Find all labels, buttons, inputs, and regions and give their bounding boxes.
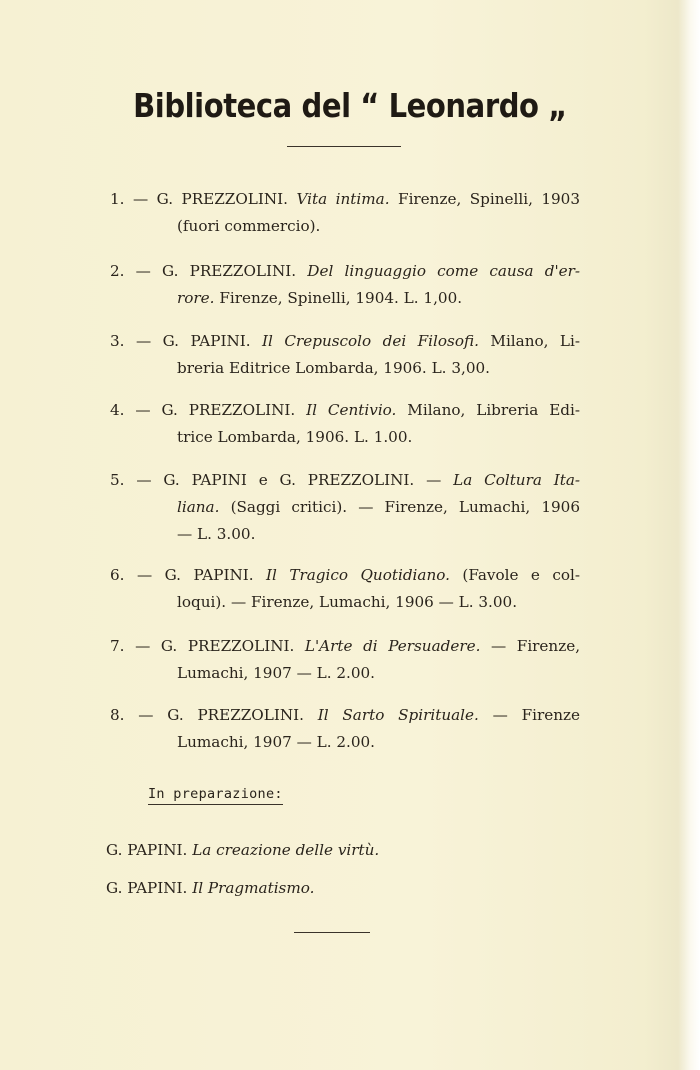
closing-divider: [294, 932, 370, 933]
catalog-entry-4: [110, 397, 580, 451]
catalog-entry-3: [110, 328, 580, 382]
catalog-entry-1: [110, 186, 580, 240]
entry-title: Il Crepuscolo dei Filosofi.: [262, 332, 479, 350]
entry-author: G. PAPINI.: [164, 566, 254, 584]
entry-publication: Firenze, Spinelli, 1903: [398, 190, 581, 208]
entry-line: [110, 258, 580, 285]
entry-title: Vita intima.: [296, 190, 390, 208]
entry-line: [110, 562, 580, 589]
entry-publication: (Favole e col-: [462, 566, 580, 584]
entry-title: Il Centivio.: [306, 401, 397, 419]
entry-author: G. PREZZOLINI.: [156, 190, 289, 208]
forthcoming-title: Il Pragmatismo.: [192, 879, 315, 897]
entry-publication: — Firenze: [492, 706, 580, 724]
entry-author: G. PREZZOLINI.: [162, 262, 297, 280]
page-title: Biblioteca del “ Leonardo „: [133, 86, 567, 125]
entry-author: G. PREZZOLINI.: [160, 637, 295, 655]
catalog-entry-5: [110, 467, 580, 548]
entry-line: [110, 467, 580, 494]
entry-line: [110, 702, 580, 729]
catalog-entry-6: [110, 562, 580, 616]
entry-publication-cont: trice Lombarda, 1906. L. 1.00.: [177, 428, 413, 446]
entry-publication: Milano, Libreria Edi-: [407, 401, 581, 419]
entry-title: Del linguaggio come causa d'er-: [307, 262, 581, 280]
catalog-entry-7: [110, 633, 580, 687]
entry-title: Il Tragico Quotidiano.: [266, 566, 450, 584]
entry-price: — L. 3.00.: [177, 525, 256, 543]
entry-number: 7. —: [110, 637, 151, 655]
entry-author: G. PAPINI.: [162, 332, 251, 350]
entry-publication-cont: Lumachi, 1907 — L. 2.00.: [177, 664, 376, 682]
forthcoming-title: La creazione delle virtù.: [192, 841, 380, 859]
entry-line: [110, 186, 580, 213]
forthcoming-item-1: [106, 838, 379, 862]
entry-publication-cont: Lumachi, 1907 — L. 2.00.: [177, 733, 376, 751]
forthcoming-author: G. PAPINI.: [106, 841, 188, 859]
page-edge: [678, 0, 700, 1070]
entry-publication-cont: (fuori commercio).: [177, 217, 321, 235]
entry-number: 1. —: [110, 190, 149, 208]
entry-number: 4. —: [110, 401, 151, 419]
entry-publication-cont: loqui). — Firenze, Lumachi, 1906 — L. 3.00.: [177, 593, 518, 611]
entry-author: G. PREZZOLINI.: [161, 401, 296, 419]
entry-author: G. PREZZOLINI.: [167, 706, 304, 724]
entry-line: [110, 633, 580, 660]
entry-number: 5. —: [110, 471, 152, 489]
entry-title-cont: rore.: [177, 289, 215, 307]
entry-publication-cont: breria Editrice Lombarda, 1906. L. 3,00.: [177, 359, 490, 377]
entry-title-cont: liana.: [177, 498, 220, 516]
entry-publication: — Firenze,: [491, 637, 581, 655]
catalog-entry-8: [110, 702, 580, 756]
title-divider: [287, 146, 401, 147]
entry-line: [110, 328, 580, 355]
entry-title: Il Sarto Spirituale.: [317, 706, 479, 724]
entry-number: 2. —: [110, 262, 151, 280]
forthcoming-author: G. PAPINI.: [106, 879, 188, 897]
forthcoming-item-2: [106, 876, 314, 900]
catalog-entry-2: [110, 258, 580, 312]
entry-publication: Milano, Li-: [490, 332, 580, 350]
in-preparation-heading: In preparazione:: [148, 786, 283, 805]
entry-line-2: [110, 494, 580, 521]
entry-author: G. PAPINI e G. PREZZOLINI. —: [163, 471, 442, 489]
entry-number: 6. —: [110, 566, 153, 584]
entry-title: L'Arte di Persuadere.: [304, 637, 481, 655]
entry-line: [110, 397, 580, 424]
entry-number: 3. —: [110, 332, 152, 350]
entry-line-2: [110, 285, 580, 312]
entry-publication: Firenze, Spinelli, 1904. L. 1,00.: [219, 289, 463, 307]
entry-title: La Coltura Ita-: [453, 471, 581, 489]
entry-publication: (Saggi critici). — Firenze, Lumachi, 1906: [230, 498, 581, 516]
entry-number: 8. —: [110, 706, 154, 724]
